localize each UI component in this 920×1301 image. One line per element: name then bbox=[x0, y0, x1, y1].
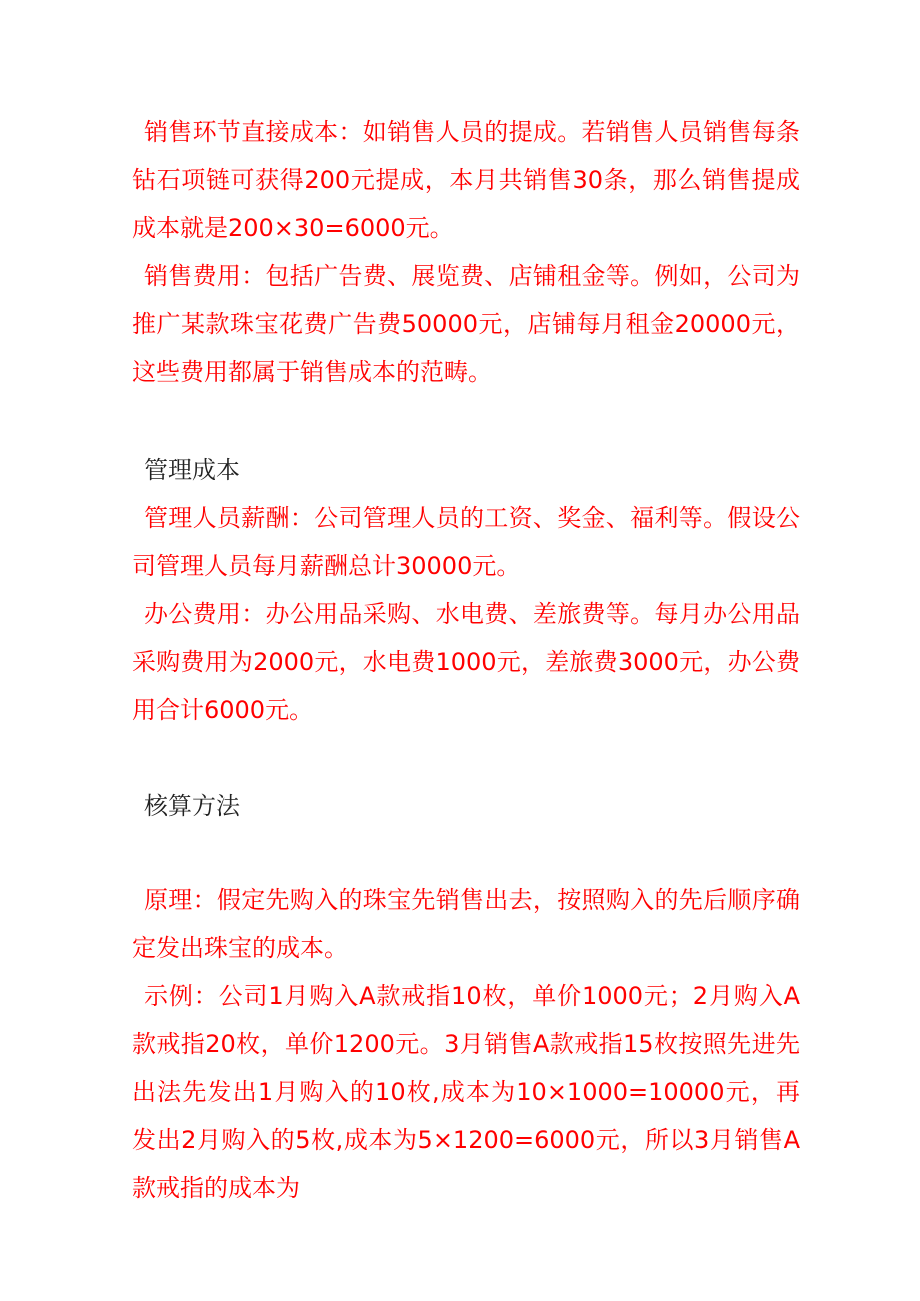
example-paragraph: 示例：公司1月购入A款戒指10枚，单价1000元；2月购入A款戒指20枚，单价1200元。3月销售A款戒指15枚按照先进先出法先发出1月购入的10枚,成本为10×1000=10000元，再发出2月购入的5枚,成本为5×1200=6000元，所以3月销售A款戒指的成本为 bbox=[132, 982, 800, 1202]
sales-expenses-paragraph: 销售费用：包括广告费、展览费、店铺租金等。例如，公司为推广某款珠宝花费广告费50000元，店铺每月租金20000元，这些费用都属于销售成本的范畴。 bbox=[132, 262, 800, 386]
accounting-method-heading: 核算方法 bbox=[144, 792, 240, 820]
sales-direct-cost-paragraph: 销售环节直接成本：如销售人员的提成。若销售人员销售每条钻石项链可获得200元提成，本月共销售30条，那么销售提成成本就是200×30=6000元。 bbox=[132, 118, 800, 242]
management-salary-paragraph: 管理人员薪酬：公司管理人员的工资、奖金、福利等。假设公司管理人员每月薪酬总计30000元。 bbox=[132, 504, 800, 580]
management-cost-heading: 管理成本 bbox=[144, 456, 240, 484]
principle-paragraph: 原理：假定先购入的珠宝先销售出去，按照购入的先后顺序确定发出珠宝的成本。 bbox=[132, 886, 800, 962]
office-expenses-paragraph: 办公费用：办公用品采购、水电费、差旅费等。每月办公用品采购费用为2000元，水电费1000元，差旅费3000元，办公费用合计6000元。 bbox=[132, 600, 800, 724]
